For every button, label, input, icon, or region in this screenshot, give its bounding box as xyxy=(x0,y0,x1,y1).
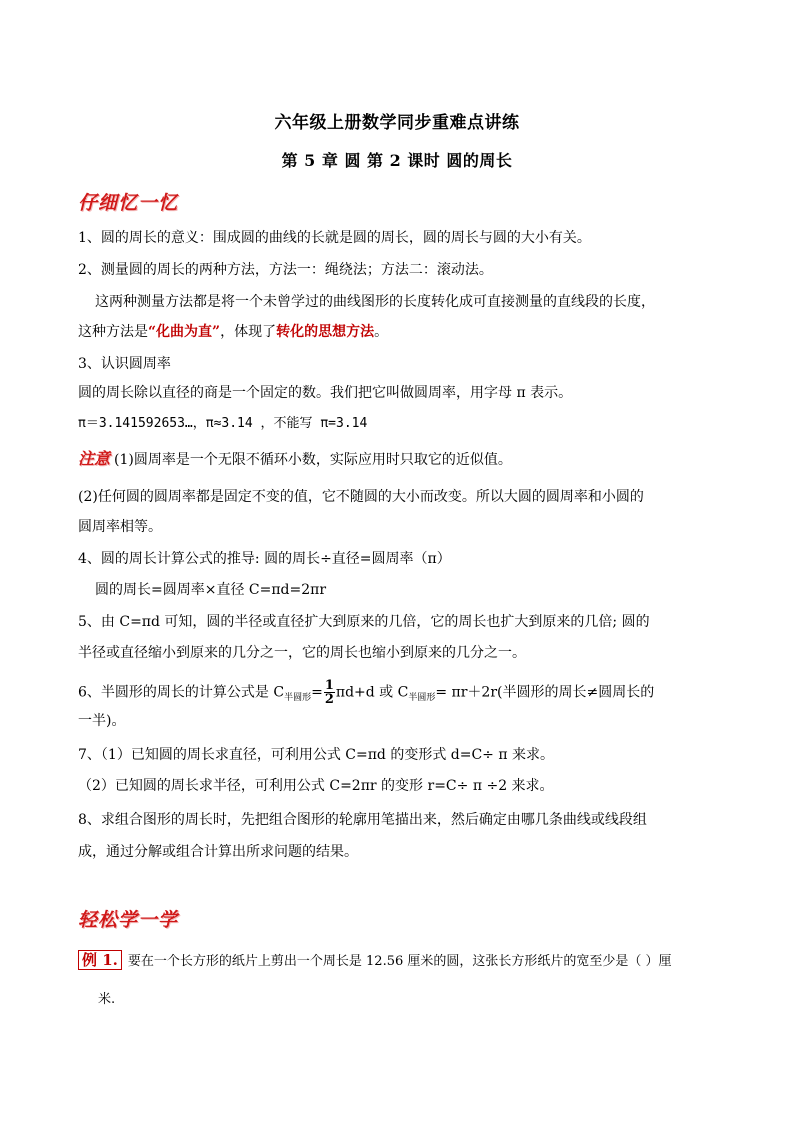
point-8a: 8、求组合图形的周长时，先把组合图形的轮廓用笔描出来，然后确定由哪几条曲线或线段组 xyxy=(78,812,647,828)
fraction-denominator: 2 xyxy=(324,692,334,707)
section-heading-learn: 轻松学一学 xyxy=(78,909,179,931)
fraction-one-half xyxy=(324,679,335,706)
text-span: 这种方法是 xyxy=(78,324,148,340)
point-6 xyxy=(78,679,728,706)
point-2-detail-a: 这两种测量方法都是将一个未曾学过的曲线图形的长度转化成可直接测量的直线段的长度， xyxy=(95,294,655,310)
point-3: 3、认识圆周率 xyxy=(78,356,171,372)
page-subtitle: 第 5 章 圆 第 2 课时 圆的周长 xyxy=(281,151,513,170)
text-span: = xyxy=(311,684,323,701)
note-text-1: (1)圆周率是一个无限不循环小数，实际应用时只取它的近似值。 xyxy=(114,452,512,468)
fraction-numerator: 1 xyxy=(324,678,334,693)
note-line-2b: 圆周率相等。 xyxy=(78,519,162,535)
point-2-detail-b xyxy=(78,322,728,342)
section-heading-review: 仔细忆一忆 xyxy=(78,192,179,214)
text-span: ，体现了 xyxy=(220,324,277,340)
text-span: 。 xyxy=(374,324,389,340)
note-label: 注意 xyxy=(78,449,111,468)
text-span: = πr＋2r(半圆形的周长≠圆周长的 xyxy=(435,684,655,701)
point-3-pi-value: π＝3.141592653…，π≈3.14 ，不能写 π=3.14 xyxy=(78,416,368,431)
highlight-curve-to-straight: “化曲为直” xyxy=(148,324,221,340)
subscript-semicircle: 半圆形 xyxy=(408,692,436,703)
example-1 xyxy=(78,950,728,972)
note-line-2a: (2)任何圆的圆周率都是固定不变的值，它不随圆的大小而改变。所以大圆的圆周率和小圆的 xyxy=(78,489,644,505)
point-4: 4、圆的周长计算公式的推导: 圆的周长÷直径=圆周率（π） xyxy=(78,551,451,567)
point-3-detail: 圆的周长除以直径的商是一个固定的数。我们把它叫做圆周率，用字母 π 表示。 xyxy=(78,385,573,401)
example-1-text: 要在一个长方形的纸片上剪出一个周长是 12.56 厘米的圆，这张长方形纸片的宽至少是（ ）厘 xyxy=(127,954,672,969)
note-line-1 xyxy=(78,449,728,470)
point-7b: （2）已知圆的周长求半径，可利用公式 C=2πr 的变形 r=C÷ π ÷2 来求。 xyxy=(78,778,554,794)
point-1: 1、圆的周长的意义：围成圆的曲线的长就是圆的周长，圆的周长与圆的大小有关。 xyxy=(78,230,591,246)
point-7a: 7、（1）已知圆的周长求直径，可利用公式 C=πd 的变形式 d=C÷ π 来求。 xyxy=(78,747,555,763)
highlight-transformation-method: 转化的思想方法 xyxy=(276,324,375,340)
example-1-text-cont: 米. xyxy=(98,992,116,1007)
point-6b: 一半)。 xyxy=(78,713,126,729)
example-label: 例 1. xyxy=(78,950,122,970)
point-8b: 成，通过分解或组合计算出所求问题的结果。 xyxy=(78,844,358,860)
text-span: πd+d 或 C xyxy=(335,684,409,701)
point-2: 2、测量圆的周长的两种方法，方法一：绳绕法；方法二：滚动法。 xyxy=(78,262,493,278)
point-4-formula: 圆的周长=圆周率×直径 C=πd=2πr xyxy=(95,582,327,598)
page-title: 六年级上册数学同步重难点讲练 xyxy=(274,113,520,133)
point-5a: 5、由 C=πd 可知，圆的半径或直径扩大到原来的几倍，它的周长也扩大到原来的几倍; 圆的 xyxy=(78,614,650,630)
point-5b: 半径或直径缩小到原来的几分之一，它的周长也缩小到原来的几分之一。 xyxy=(78,645,526,661)
subscript-semicircle: 半圆形 xyxy=(284,692,312,703)
text-span: 6、半圆形的周长的计算公式是 C xyxy=(78,684,285,701)
